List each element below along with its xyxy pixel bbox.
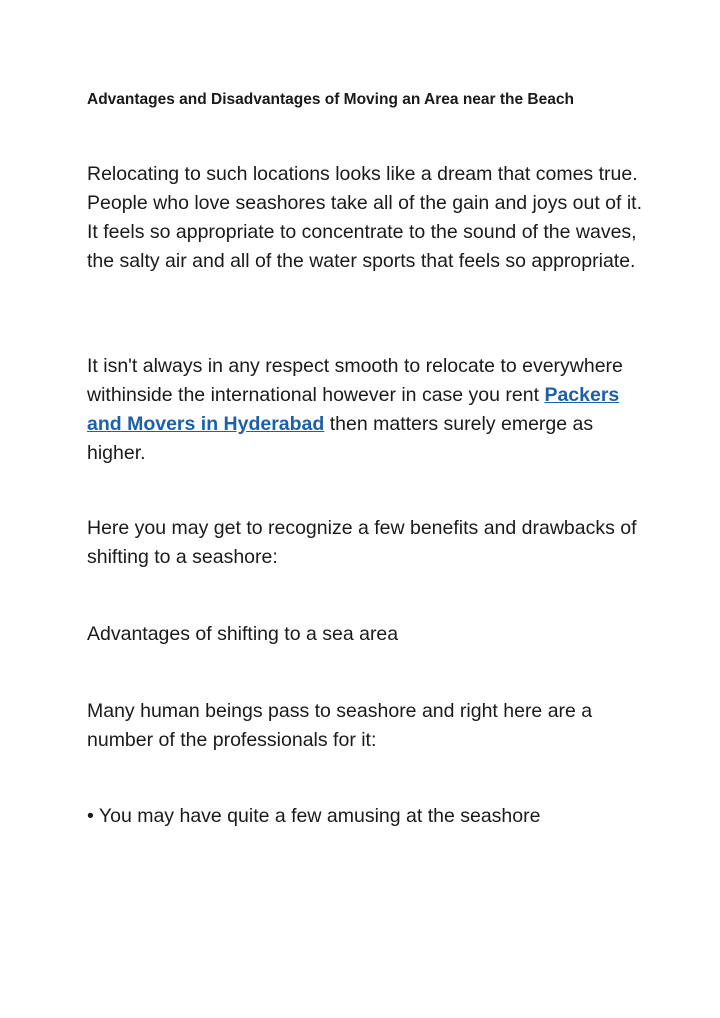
paragraph-professionals: Many human beings pass to seashore and right here are a number of the professionals for it: <box>87 700 593 751</box>
paragraph-intro: Relocating to such locations looks like a dream that comes true. People who love seashores take all of the gain and joys out of it. It feels so appropriate to concentrate to the sound of the waves, the salty air and all of the water sports that feels so appropriate. <box>87 163 643 272</box>
paragraph-benefits-intro: Here you may get to recognize a few benefits and drawbacks of shifting to a seashore: <box>87 517 637 568</box>
packers-movers-link[interactable]: Packers and Movers in Hyderabad <box>87 384 620 435</box>
section-heading-advantages: Advantages of shifting to a sea area <box>87 623 399 645</box>
paragraph-relocation-text-after: then matters surely emerge as higher. <box>87 413 594 464</box>
paragraph-relocation <box>87 352 647 468</box>
document-title: Advantages and Disadvantages of Moving an Area near the Beach <box>87 91 574 108</box>
paragraph-relocation-text-before: It isn't always in any respect smooth to relocate to everywhere withinside the international however in case you rent <box>87 355 623 406</box>
bullet-item: • You may have quite a few amusing at the seashore <box>87 805 541 827</box>
